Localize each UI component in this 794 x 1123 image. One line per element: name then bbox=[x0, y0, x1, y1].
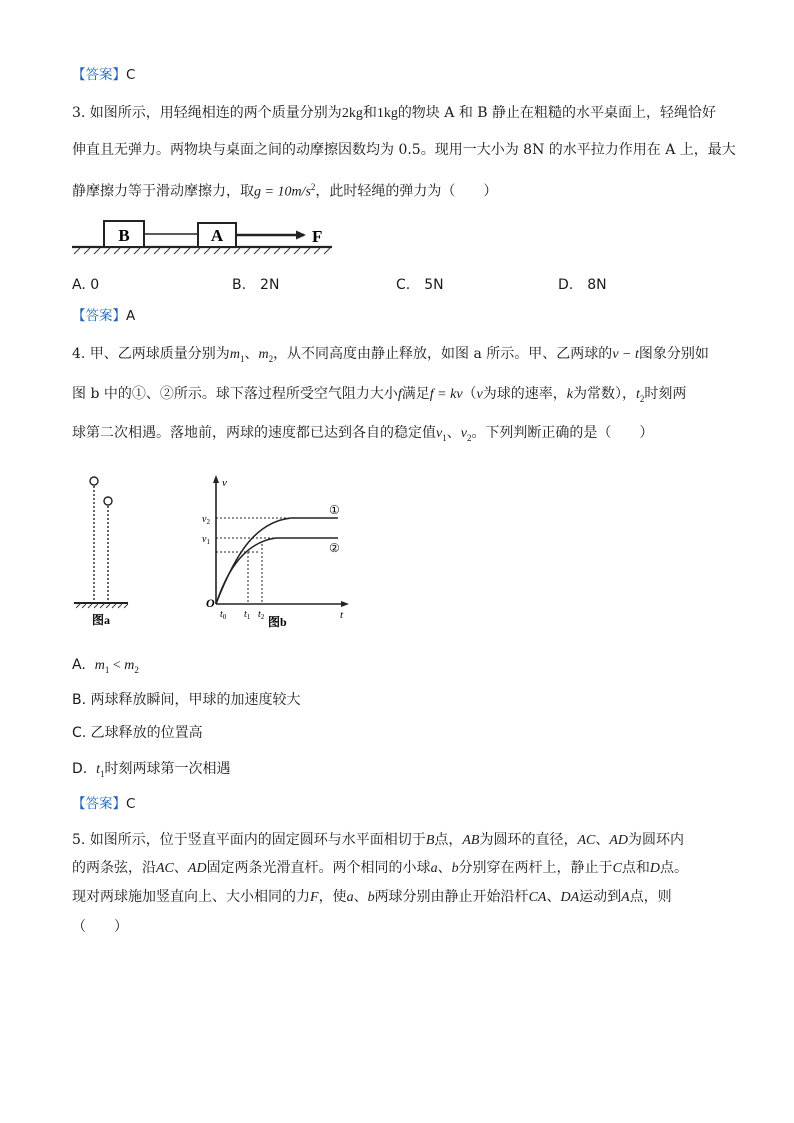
curve-2 bbox=[216, 538, 338, 604]
q4-option-b: B. 两球释放瞬间，甲球的加速度较大 bbox=[72, 692, 301, 708]
curve-1 bbox=[216, 518, 338, 604]
t1-label: $t_1$ bbox=[244, 609, 251, 621]
figure-a-label: 图a bbox=[92, 613, 111, 627]
block-b-label: B bbox=[118, 226, 130, 245]
force-arrowhead bbox=[296, 231, 306, 240]
q3-block-figure bbox=[70, 215, 340, 260]
q5-line2: 的两条弦，沿AC、AD固定两条光滑直杆。两个相同的小球a、b分别穿在两杆上，静止于C点和D点。 bbox=[72, 860, 689, 876]
v-axis-label: v bbox=[222, 477, 227, 489]
q4-option-c: C. 乙球释放的位置高 bbox=[72, 725, 203, 741]
answer-line-q4: 【答案】C bbox=[72, 796, 136, 812]
answer-line-q2 bbox=[72, 65, 135, 85]
q4-option-a: A. $m_1 < m_2$ bbox=[72, 657, 139, 675]
answer-value: C bbox=[126, 67, 136, 83]
origin-label: O bbox=[206, 596, 215, 610]
table-hatching bbox=[74, 248, 330, 254]
t0-label: $t_0$ bbox=[220, 609, 227, 621]
q3-option-d: D. 8N bbox=[558, 277, 607, 293]
q3-line2: 伸直且无弹力。两物块与桌面之间的动摩擦因数均为 0.5。现用一大小为 8N 的水平拉力作用在 A 上，最大 bbox=[72, 142, 736, 158]
answer-label: 【答案】 bbox=[72, 67, 126, 83]
q5-line1: 5. 如图所示，位于竖直平面内的固定圆环与水平面相切于B点，AB为圆环的直径，AC、AD为圆环内 bbox=[72, 832, 685, 848]
q3-line1: 3. 如图所示，用轻绳相连的两个质量分别为2kg和1kg的物块 A 和 B 静止在粗糙的水平桌面上，轻绳恰好 bbox=[72, 105, 717, 121]
answer-line-q3: 【答案】A bbox=[72, 308, 136, 324]
q3-option-c: C. 5N bbox=[396, 277, 444, 293]
curve-1-label: ① bbox=[329, 503, 340, 517]
ball-yi bbox=[104, 497, 112, 505]
q4-option-d: D. $t_1$时刻两球第一次相遇 bbox=[72, 761, 231, 779]
force-label: F bbox=[312, 227, 323, 246]
t-axis-label: t bbox=[340, 609, 344, 621]
q3-option-b: B. 2N bbox=[232, 277, 280, 293]
t2-label: $t_2$ bbox=[258, 609, 265, 621]
ball-jia bbox=[90, 477, 98, 485]
v1-label: $v_1$ bbox=[202, 534, 210, 546]
figure-b-label: 图b bbox=[268, 615, 287, 629]
q4-line2: 图 b 中的①、②所示。球下落过程所受空气阻力大小f满足f = kv（v为球的速率，k为常数），$t_2$时刻两 bbox=[72, 386, 687, 404]
q4-figure-b bbox=[196, 472, 356, 632]
q4-line1: 4. 甲、乙两球质量分别为$m_1$、$m_2$，从不同高度由静止释放，如图 a 所示。甲、乙两球的v − t图象分别如 bbox=[72, 346, 709, 364]
q4-figure-a bbox=[66, 470, 136, 630]
curve-2-label: ② bbox=[329, 541, 340, 555]
q5-line4: （ ） bbox=[72, 919, 128, 935]
q5-line3: 现对两球施加竖直向上、大小相同的力F，使a、b两球分别由静止开始沿杆CA、DA运动到A点，则 bbox=[72, 889, 672, 905]
q3-line3: 静摩擦力等于滑动摩擦力，取$g = 10m/s^2$，此时轻绳的弹力为（ ） bbox=[72, 182, 498, 200]
q3-option-a: A. 0 bbox=[72, 277, 100, 293]
v2-label: $v_2$ bbox=[202, 514, 210, 526]
q4-line3: 球第二次相遇。落地前，两球的速度都已达到各自的稳定值$v_1$、$v_2$。下列判断正确的是（ ） bbox=[72, 425, 654, 443]
block-a-label: A bbox=[210, 226, 224, 245]
